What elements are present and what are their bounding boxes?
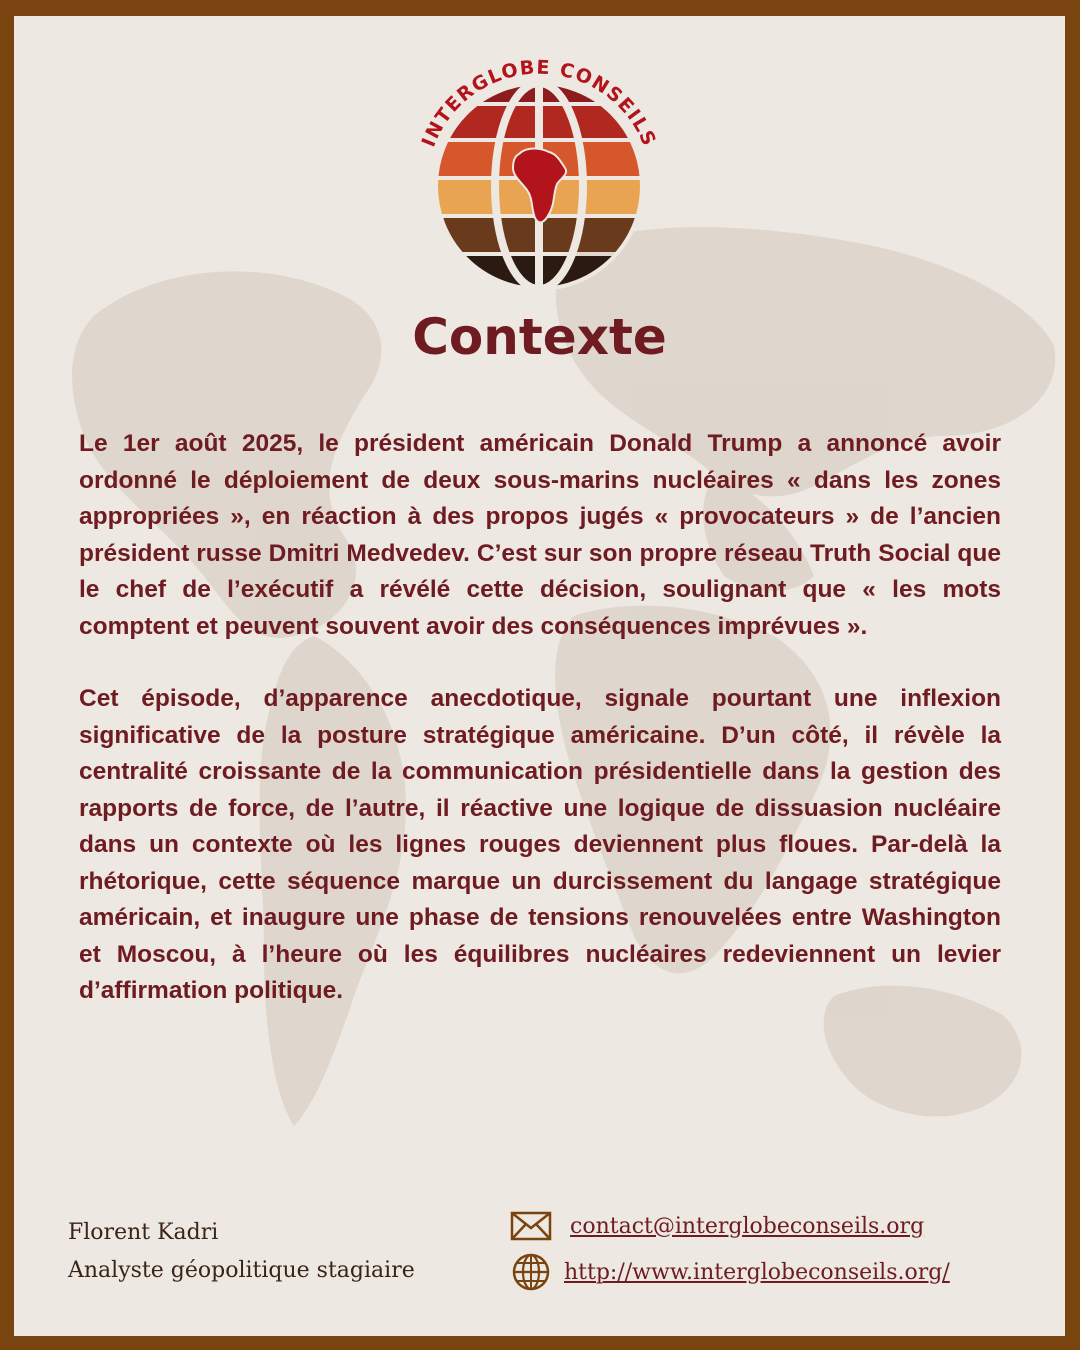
author-role: Analyste géopolitique stagiaire [68,1258,415,1283]
page-frame [14,16,1065,1336]
interglobe-logo [409,36,669,296]
envelope-icon [508,1206,554,1246]
logo-arc-text: INTERGLOBE CONSEILS [417,56,661,151]
globe-icon [508,1252,554,1292]
email-link[interactable]: contact@interglobeconseils.org [570,1213,925,1239]
website-link[interactable]: http://www.interglobeconseils.org/ [564,1259,950,1285]
paragraph: Le 1er août 2025, le président américain Donald Trump a annoncé avoir ordonné le déploiement de deux sous-marins nucléaires « dans les zones appropriées », en réaction à des propos jugés « provocateurs » de l’ancien président russe Dmitri Medvedev. C’est sur son propre réseau Truth Social que le chef de l’exécutif a révélé cette décision, soulignant que « les mots comptent et peuvent souvent avoir des conséquences imprévues ». [79,430,1001,640]
author-name: Florent Kadri [68,1220,219,1245]
author-block [68,1214,415,1290]
website-row [508,1249,950,1295]
paragraph: Cet épisode, d’apparence anecdotique, signale pourtant une inflexion significative de la posture stratégique américaine. D’un côté, il révèle la centralité croissante de la communication présidentielle dans la gestion des rapports de force, de l’autre, il réactive une logique de dissuasion nucléaire dans un contexte où les lignes rouges deviennent plus floues. Par-delà la rhétorique, cette séquence marque un durcissement du langage stratégique américain, et inaugure une phase de tensions renouvelées entre Washington et Moscou, à l’heure où les équilibres nucléaires redeviennent un levier d’affirmation politique. [79,685,1001,1004]
page-title: Contexte [412,308,667,366]
article-body [79,426,1001,1046]
contact-block [508,1203,950,1295]
email-row [508,1203,950,1249]
